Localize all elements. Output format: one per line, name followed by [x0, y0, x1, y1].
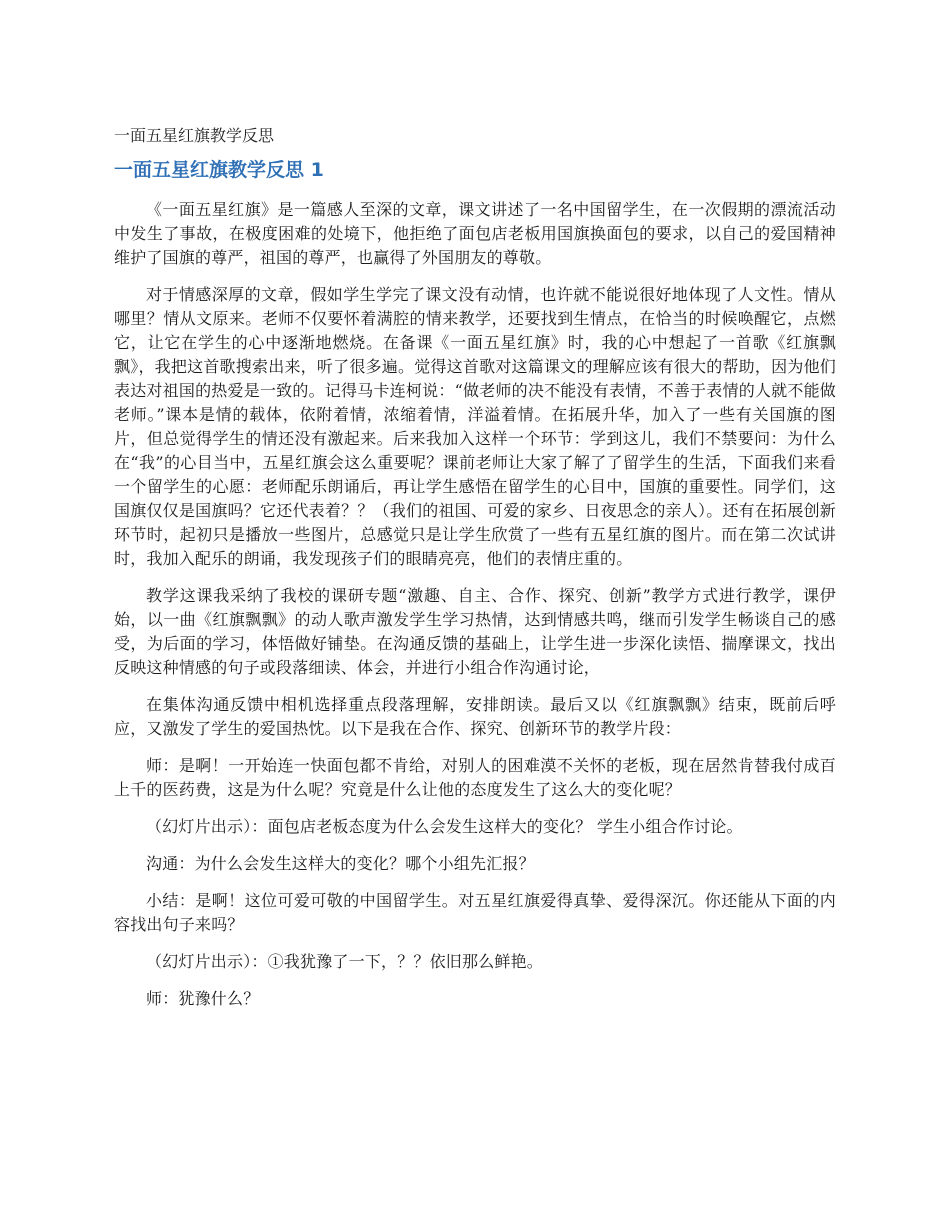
paragraph-feedback: 在集体沟通反馈中相机选择重点段落理解，安排朗读。最后又以《红旗飘飘》结束，既前后呼应，又激发了学生的爱国热忱。以下是我在合作、探究、创新环节的教学片段： — [114, 695, 836, 738]
paragraph-slide-2: （幻灯片出示）：①我犹豫了一下，？？依旧那么鲜艳。 — [146, 952, 544, 971]
paragraph-teacher-hesitate: 师：犹豫什么？ — [146, 989, 260, 1008]
paragraph-emotion: 对于情感深厚的文章，假如学生学完了课文没有动情，也许就不能说很好地体现了人文性。情从哪里？情从文原来。老师不仅要怀着满腔的情来教学，还要找到生情点，在恰当的时候唤醒它，点燃它，让它在学生的心中逐渐地燃烧。在备课《一面五星红旗》时，我的心中想起了一首歌《红旗飘飘》，我把这首歌搜索出来，听了很多遍。觉得这首歌对这篇课文的理解应该有很大的帮助，因为他们表达对祖国的热爱是一致的。记得马卡连柯说：“做老师的决不能没有表情，不善于表情的人就不能做老师。”课本是情的载体，依附着情，浓缩着情，洋溢着情。在拓展升华，加入了一些有关国旗的图片，但总觉得学生的情还没有激起来。后来我加入这样一个环节：学到这儿，我们不禁要问：为什么在“我”的心目当中，五星红旗会这么重要呢？课前老师让大家了解了了留学生的生活，下面我们来看一个留学生的心愿：老师配乐朗诵后，再让学生感悟在留学生的心目中，国旗的重要性。同学们，这国旗仅仅是国旗吗？它还代表着？？（我们的祖国、可爱的家乡、日夜思念的亲人）。还有在拓展创新环节时，起初只是播放一些图片，总感觉只是让学生欣赏了一些有五星红旗的图片。而在第二次试讲时，我加入配乐的朗诵，我发现孩子们的眼睛亮亮，他们的表情庄重的。 — [114, 285, 836, 568]
paragraph-summary: 小结：是啊！这位可爱可敬的中国留学生。对五星红旗爱得真挚、爱得深沉。你还能从下面的内容找出句子来吗？ — [114, 891, 836, 934]
paragraph-teacher-question: 师：是啊！一开始连一快面包都不肯给，对别人的困难漠不关怀的老板，现在居然肯替我付成百上千的医药费，这是为什么呢？究竟是什么让他的态度发生了这么大的变化呢？ — [114, 756, 836, 799]
paragraph-slide-1: （幻灯片出示）：面包店老板态度为什么会发生这样大的变化？ 学生小组合作讨论。 — [146, 817, 743, 836]
paragraph-communication: 沟通：为什么会发生这样大的变化？哪个小组先汇报？ — [146, 854, 535, 873]
paragraph-intro: 《一面五星红旗》是一篇感人至深的文章，课文讲述了一名中国留学生，在一次假期的漂流活动中发生了事故，在极度困难的处境下，他拒绝了面包店老板用国旗换面包的要求，以自己的爱国精神维护了国旗的尊严，祖国的尊严，也赢得了外国朋友的尊敬。 — [114, 200, 836, 267]
document-page — [114, 124, 836, 1024]
document-title: 一面五星红旗教学反思 — [114, 126, 275, 145]
document-body — [114, 198, 836, 1011]
section-heading: 一面五星红旗教学反思 1 — [114, 159, 324, 181]
paragraph-method: 教学这课我采纳了我校的课研专题“激趣、自主、合作、探究、创新”教学方式进行教学，课伊始，以一曲《红旗飘飘》的动人歌声激发学生学习热情，达到情感共鸣，继而引发学生畅谈自己的感受，为后面的学习，体悟做好铺垫。在沟通反馈的基础上，让学生进一步深化读悟、揣摩课文，找出反映这种情感的句子或段落细读、体会，并进行小组合作沟通讨论， — [114, 586, 836, 677]
